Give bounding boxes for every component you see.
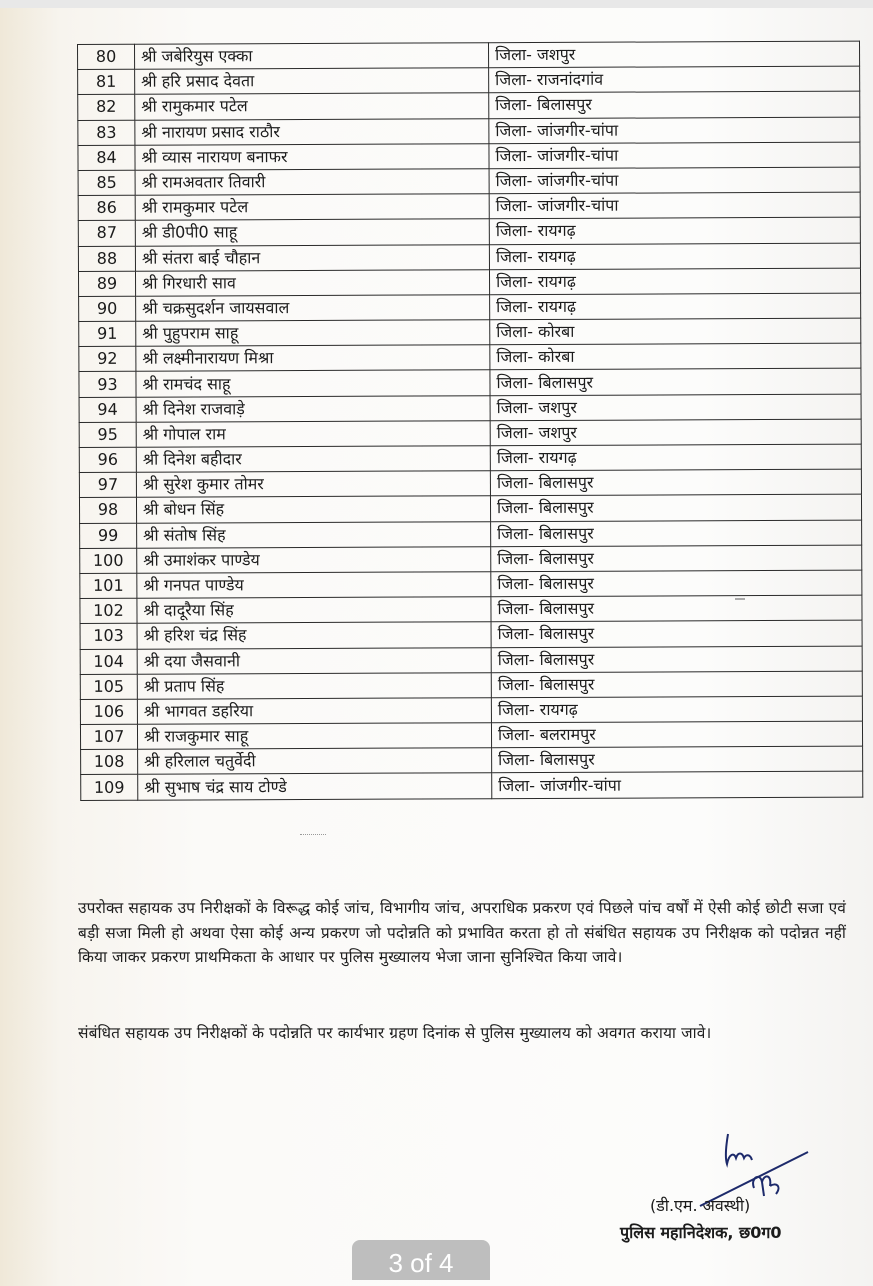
officer-name-cell: श्री दिनेश बहीदार xyxy=(136,446,490,473)
officer-name-cell: श्री व्यास नारायण बनाफर xyxy=(135,143,489,170)
serial-number-cell: 83 xyxy=(78,120,135,145)
table-row xyxy=(79,394,861,423)
district-cell: जिला- रायगढ़ xyxy=(489,268,860,295)
district-cell: जिला- रायगढ़ xyxy=(490,444,861,471)
district-cell: जिला- जांजगीर-चांपा xyxy=(489,167,860,194)
district-cell: जिला- जांजगीर-चांपा xyxy=(489,192,860,219)
officer-name-cell: श्री हरि प्रसाद देवता xyxy=(135,68,489,95)
table-row xyxy=(80,545,862,574)
serial-number-cell: 105 xyxy=(80,674,137,699)
officer-name-cell: श्री हरिलाल चतुर्वेदी xyxy=(138,748,492,775)
district-cell: जिला- जशपुर xyxy=(490,419,861,446)
serial-number-cell: 103 xyxy=(80,624,137,649)
table-row xyxy=(79,369,861,398)
officer-name-cell: श्री पुहुपराम साहू xyxy=(136,320,490,347)
district-cell: जिला- कोरबा xyxy=(490,318,861,345)
district-cell: जिला- रायगढ़ xyxy=(490,293,861,320)
table-row xyxy=(80,620,862,649)
officer-name-cell: श्री जबेरियुस एक्का xyxy=(135,43,489,70)
scan-smudge xyxy=(300,834,326,838)
table-row xyxy=(78,268,860,297)
officer-name-cell: श्री दादूरैया सिंह xyxy=(137,597,491,624)
instruction-paragraph-1: उपरोक्त सहायक उप निरीक्षकों के विरूद्ध कोई जांच, विभागीय जांच, अपराधिक प्रकरण एवं पिछले पांच वर्षों में ऐसी कोई छोटी सजा एवं बड़ी सजा मिली हो अथवा ऐसा कोई अन्य प्रकरण जो पदोन्नति को प्रभावित करता हो तो संबंधित सहायक उप निरीक्षक को पदोन्नत नहीं किया जाकर प्रकरण प्राथमिकता के आधार पर पुलिस मुख्यालय भेजा जाना सुनिश्चित किया जावे। xyxy=(78,899,847,966)
table-row xyxy=(78,91,860,120)
serial-number-cell: 99 xyxy=(80,523,137,548)
serial-number-cell: 106 xyxy=(80,699,137,724)
table-row xyxy=(78,217,860,246)
document-page xyxy=(0,8,873,1280)
officer-name-cell: श्री संतरा बाई चौहान xyxy=(135,244,489,271)
serial-number-cell: 94 xyxy=(79,397,136,422)
district-cell: जिला- रायगढ़ xyxy=(489,243,860,270)
officer-name-cell: श्री भागवत डहरिया xyxy=(137,698,491,725)
officer-name-cell: श्री प्रताप सिंह xyxy=(137,672,491,699)
table-row xyxy=(81,746,863,775)
serial-number-cell: 104 xyxy=(80,649,137,674)
signatory-name: (डी.एम. अवस्थी) xyxy=(650,1196,751,1215)
officer-name-cell: श्री संतोष सिंह xyxy=(137,521,491,548)
instruction-paragraph-2: संबंधित सहायक उप निरीक्षकों के पदोन्नति पर कार्यभार ग्रहण दिनांक से पुलिस मुख्यालय को अवगत कराया जावे। xyxy=(78,1024,712,1042)
table-row xyxy=(80,696,862,725)
officer-name-cell: श्री राजकुमार साहू xyxy=(137,723,491,750)
officer-name-cell: श्री रामअवतार तिवारी xyxy=(135,169,489,196)
table-row xyxy=(80,520,862,549)
district-cell: जिला- बिलासपुर xyxy=(491,620,862,647)
district-cell: जिला- बिलासपुर xyxy=(491,646,862,673)
district-cell: जिला- जांजगीर-चांपा xyxy=(489,142,860,169)
district-cell: जिला- बलरामपुर xyxy=(491,721,862,748)
officer-name-cell: श्री डी0पी0 साहू xyxy=(135,219,489,246)
serial-number-cell: 84 xyxy=(78,145,135,170)
officer-name-cell: श्री चक्रसुदर्शन जायसवाल xyxy=(136,295,490,322)
district-cell: जिला- जांजगीर-चांपा xyxy=(492,772,863,799)
district-cell: जिला- बिलासपुर xyxy=(490,494,861,521)
serial-number-cell: 108 xyxy=(81,749,138,774)
table-row xyxy=(79,343,861,372)
table-row xyxy=(79,444,861,473)
district-cell: जिला- बिलासपुर xyxy=(491,570,862,597)
promotion-list-table xyxy=(77,41,863,801)
officer-name-cell: श्री हरिश चंद्र सिंह xyxy=(137,622,491,649)
district-cell: जिला- बिलासपुर xyxy=(490,369,861,396)
table-row xyxy=(78,66,860,95)
page-indicator: 3 of 4 xyxy=(352,1240,490,1280)
serial-number-cell: 100 xyxy=(80,548,137,573)
officer-name-cell: श्री दया जैसवानी xyxy=(137,647,491,674)
table-row xyxy=(78,192,860,221)
officer-name-cell: श्री रामचंद साहू xyxy=(136,370,490,397)
serial-number-cell: 88 xyxy=(78,246,135,271)
serial-number-cell: 87 xyxy=(78,221,135,246)
table-row xyxy=(78,142,860,171)
table-row xyxy=(79,318,861,347)
district-cell: जिला- बिलासपुर xyxy=(491,595,862,622)
officer-name-cell: श्री लक्ष्मीनारायण मिश्रा xyxy=(136,345,490,372)
viewer-top-bar xyxy=(0,0,873,8)
officer-name-cell: श्री गिरधारी साव xyxy=(135,269,489,296)
district-cell: जिला- जशपुर xyxy=(488,41,859,68)
table-row xyxy=(80,646,862,675)
district-cell: जिला- बिलासपुर xyxy=(491,520,862,547)
district-cell: जिला- रायगढ़ xyxy=(489,217,860,244)
serial-number-cell: 89 xyxy=(78,271,135,296)
serial-number-cell: 85 xyxy=(78,170,135,195)
table-row xyxy=(79,469,861,498)
table-row xyxy=(79,494,861,523)
officer-name-cell: श्री दिनेश राजवाड़े xyxy=(136,395,490,422)
district-cell: जिला- बिलासपुर xyxy=(491,671,862,698)
district-cell: जिला- जांजगीर-चांपा xyxy=(489,117,860,144)
serial-number-cell: 86 xyxy=(78,195,135,220)
district-cell: जिला- बिलासपुर xyxy=(491,545,862,572)
officer-name-cell: श्री बोधन सिंह xyxy=(136,496,490,523)
district-cell: जिला- कोरबा xyxy=(490,343,861,370)
officer-name-cell: श्री सुरेश कुमार तोमर xyxy=(136,471,490,498)
officer-name-cell: श्री गोपाल राम xyxy=(136,421,490,448)
serial-number-cell: 97 xyxy=(79,472,136,497)
table-row xyxy=(80,671,862,700)
serial-number-cell: 95 xyxy=(79,422,136,447)
serial-number-cell: 107 xyxy=(80,724,137,749)
serial-number-cell: 92 xyxy=(79,346,136,371)
table-row xyxy=(78,243,860,272)
district-cell: जिला- बिलासपुर xyxy=(489,91,860,118)
serial-number-cell: 98 xyxy=(79,498,136,523)
district-cell: जिला- बिलासपुर xyxy=(490,469,861,496)
district-cell: जिला- बिलासपुर xyxy=(492,746,863,773)
table-row xyxy=(78,167,860,196)
district-cell: जिला- राजनांदगांव xyxy=(489,66,860,93)
serial-number-cell: 91 xyxy=(79,321,136,346)
officer-name-cell: श्री रामकुमार पटेल xyxy=(135,194,489,221)
officer-name-cell: श्री सुभाष चंद्र साय टोण्डे xyxy=(138,773,492,800)
table-row xyxy=(79,293,861,322)
serial-number-cell: 81 xyxy=(78,69,135,94)
officer-name-cell: श्री नारायण प्रसाद राठौर xyxy=(135,118,489,145)
table-row xyxy=(81,772,863,801)
officer-name-cell: श्री रामुकमार पटेल xyxy=(135,93,489,120)
serial-number-cell: 90 xyxy=(79,296,136,321)
serial-number-cell: 101 xyxy=(80,573,137,598)
serial-number-cell: 96 xyxy=(79,447,136,472)
serial-number-cell: 82 xyxy=(78,95,135,120)
serial-number-cell: 93 xyxy=(79,372,136,397)
district-cell: जिला- जशपुर xyxy=(490,394,861,421)
signatory-title: पुलिस महानिदेशक, छ0ग0 xyxy=(620,1223,782,1242)
table-row xyxy=(78,41,860,70)
district-cell: जिला- रायगढ़ xyxy=(491,696,862,723)
table-row xyxy=(80,721,862,750)
officer-name-cell: श्री उमाशंकर पाण्डेय xyxy=(137,546,491,573)
table-row xyxy=(80,570,862,599)
table-body xyxy=(78,41,863,800)
serial-number-cell: 80 xyxy=(78,44,135,69)
scan-mark xyxy=(735,598,745,600)
table-row xyxy=(79,419,861,448)
table-row xyxy=(78,117,860,146)
serial-number-cell: 102 xyxy=(80,598,137,623)
serial-number-cell: 109 xyxy=(81,775,138,800)
officer-name-cell: श्री गनपत पाण्डेय xyxy=(137,572,491,599)
